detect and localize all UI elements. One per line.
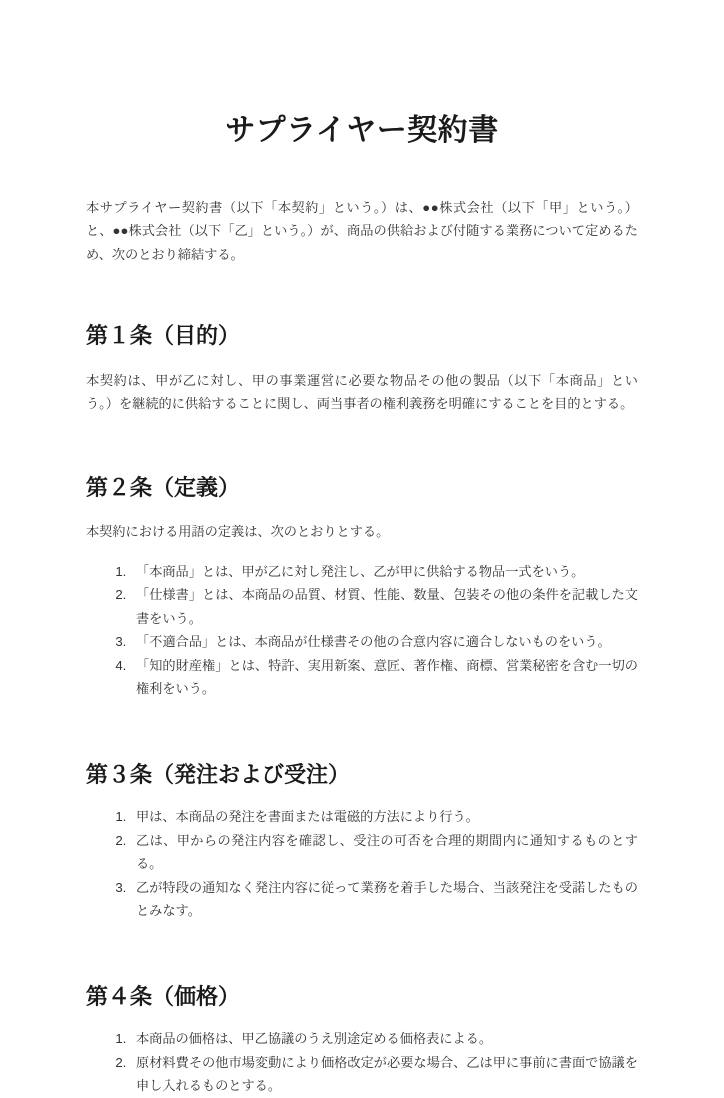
list-item: 2. 乙は、甲からの発注内容を確認し、受注の可否を合理的期間内に通知するものとする。 <box>130 829 638 876</box>
list-item: 1. 本商品の価格は、甲乙協議のうえ別途定める価格表による。 <box>130 1027 638 1051</box>
list-item: 1. 甲は、本商品の発注を書面または電磁的方法により行う。 <box>130 805 638 829</box>
article-section-2 <box>86 416 638 701</box>
article-section-4 <box>86 923 638 1098</box>
clause-list-3 <box>86 789 638 923</box>
article-heading-2: 第２条（定義） <box>86 474 241 500</box>
list-item: 1. 「本商品」とは、甲が乙に対し発注し、乙が甲に供給する物品一式をいう。 <box>130 560 638 584</box>
list-item: 3. 乙が特段の通知なく発注内容に従って業務を着手した場合、当該発注を受諾したものとみなす。 <box>130 876 638 923</box>
article-heading-4: 第４条（価格） <box>86 983 241 1009</box>
clause-list-4 <box>86 1011 638 1098</box>
article-section-1 <box>86 266 638 416</box>
article-heading-1: 第１条（目的） <box>86 323 241 348</box>
article-section-3 <box>86 701 638 923</box>
clause-list-2 <box>86 544 638 701</box>
list-item: 2. 原材料費その他市場変動により価格改定が必要な場合、乙は甲に事前に書面で協議を申し入れるものとする。 <box>130 1051 638 1098</box>
article-body-1: 本契約は、甲が乙に対し、甲の事業運営に必要な物品その他の製品（以下「本商品」という。）を継続的に供給することに関し、両当事者の権利義務を明確にすることを目的とする。 <box>86 372 638 412</box>
introduction-paragraph: 本サプライヤー契約書（以下「本契約」という。）は、●●株式会社（以下「甲」という。）と、●●株式会社（以下「乙」という。）が、商品の供給および付随する業務について定めるため、次のとおり締結する。 <box>86 199 638 262</box>
list-item: 3. 「不適合品」とは、本商品が仕様書その他の合意内容に適合しないものをいう。 <box>130 630 638 654</box>
article-heading-3: 第３条（発注および受注） <box>86 761 351 787</box>
list-item: 4. 「知的財産権」とは、特許、実用新案、意匠、著作権、商標、営業秘密を含む一切の権利をいう。 <box>130 654 638 701</box>
document-title: サプライヤー契約書 <box>225 114 499 147</box>
article-body-2: 本契約における用語の定義は、次のとおりとする。 <box>86 524 390 540</box>
list-item: 2. 「仕様書」とは、本商品の品質、材質、性能、数量、包装その他の条件を記載した文書をいう。 <box>130 583 638 630</box>
